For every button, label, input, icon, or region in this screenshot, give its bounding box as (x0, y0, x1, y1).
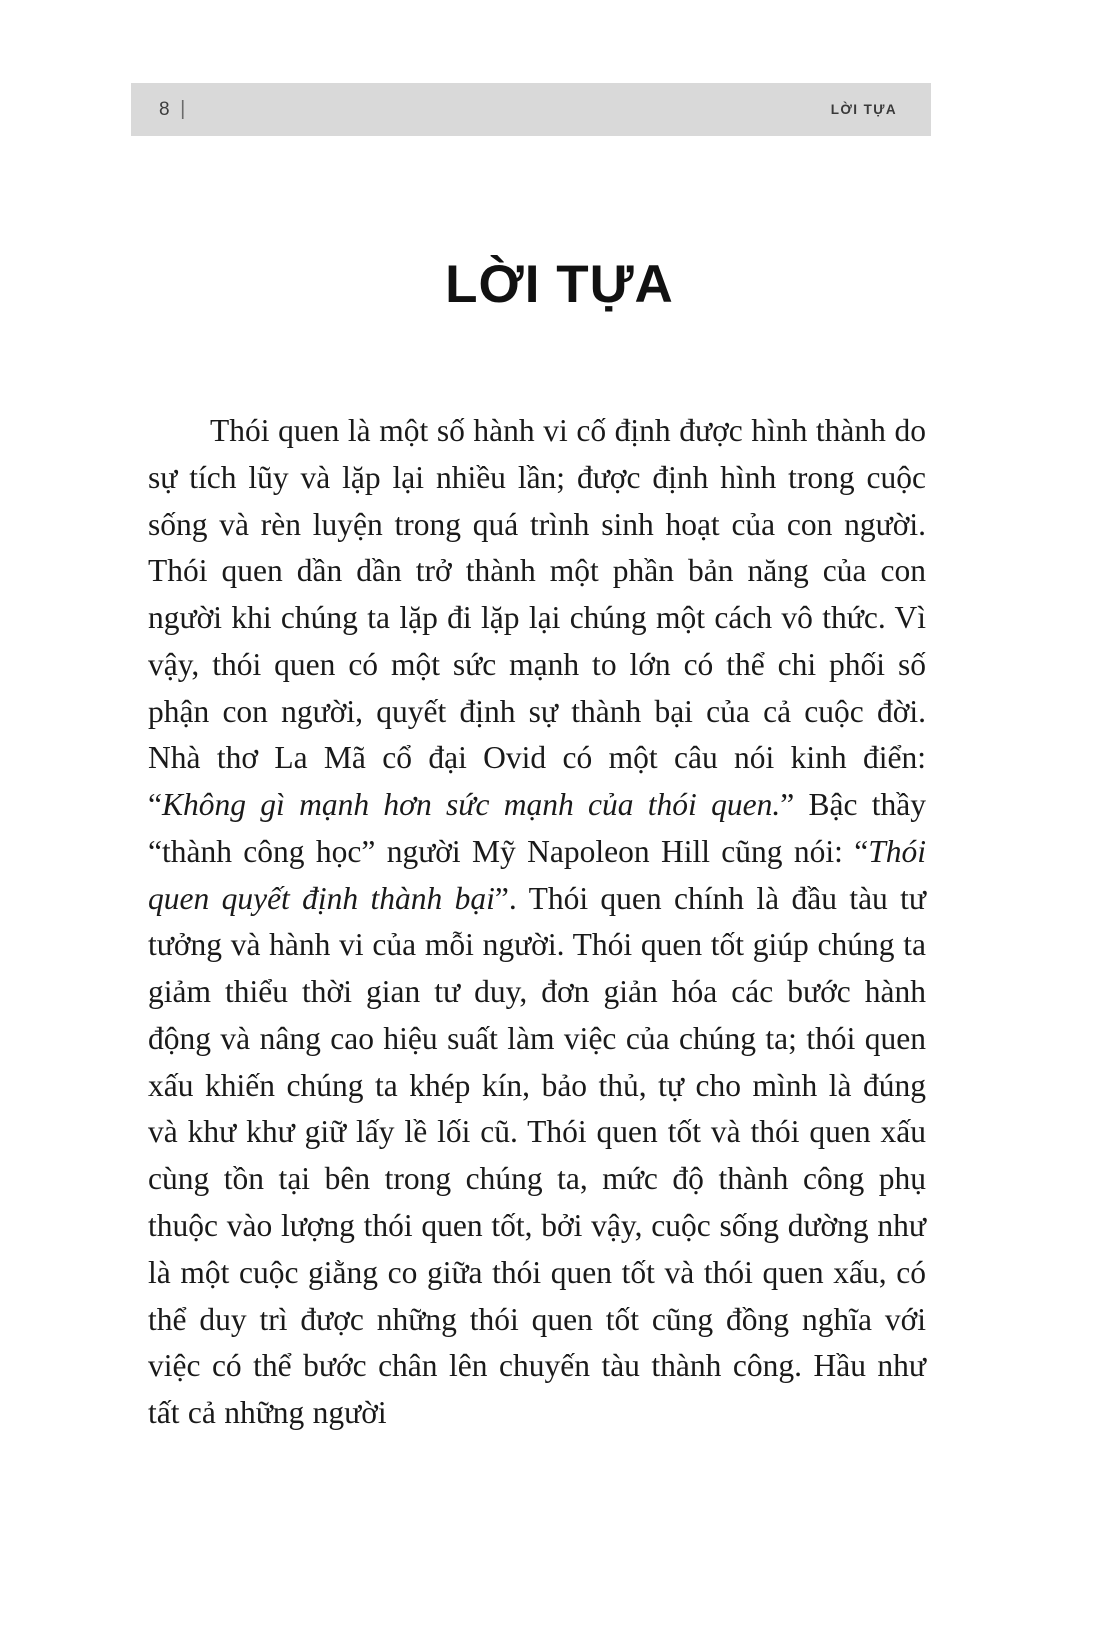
paragraph-segment: ”. Thói quen chính là đầu tàu tư tưởng và hành vi của mỗi người. Thói quen tốt giúp chúng ta giảm thiểu thời gian tư duy, đơn giản hóa các bước hành động và nâng cao hiệu suất làm việc của chúng ta; thói quen xấu khiến chúng ta khép kín, bảo thủ, tự cho mình là đúng và khư khư giữ lấy lề lối cũ. Thói quen tốt và thói quen xấu cùng tồn tại bên trong chúng ta, mức độ thành công phụ thuộc vào lượng thói quen tốt, bởi vậy, cuộc sống dường như là một cuộc giằng co giữa thói quen tốt và thói quen xấu, có thể duy trì được những thói quen tốt cũng đồng nghĩa với việc có thể bước chân lên chuyến tàu thành công. Hầu như tất cả những người (148, 880, 926, 1431)
running-header-title: LỜI TỰA (830, 102, 897, 117)
paragraph-segment: ” Bậc thầy “thành công học” người Mỹ Napoleon Hill cũng nói: “ (148, 787, 926, 869)
quote-ovid: Không gì mạnh hơn sức mạnh của thói quen. (161, 787, 781, 823)
page-number: 8 (159, 99, 171, 120)
page-title: LỜI TỰA (445, 254, 674, 314)
running-header (131, 83, 931, 136)
page-folio (159, 98, 186, 121)
quote-napoleon-hill: Thói quen quyết định thành bại (148, 833, 926, 916)
paragraph (148, 408, 926, 1437)
paragraph-segment: Thói quen là một số hành vi cố định được hình thành do sự tích lũy và lặp lại nhiều lần; được định hình trong cuộc sống và rèn luyện trong quá trình sinh hoạt của con người. Thói quen dần dần trở thành một phần bản năng của con người khi chúng ta lặp đi lặp lại chúng một cách vô thức. Vì vậy, thói quen có một sức mạnh to lớn có thể chi phối số phận con người, quyết định sự thành bại của cả cuộc đời. Nhà thơ La Mã cổ đại Ovid có một câu nói kinh điển: “ (148, 413, 926, 823)
body-text (148, 408, 926, 1437)
folio-separator: | (180, 98, 186, 120)
